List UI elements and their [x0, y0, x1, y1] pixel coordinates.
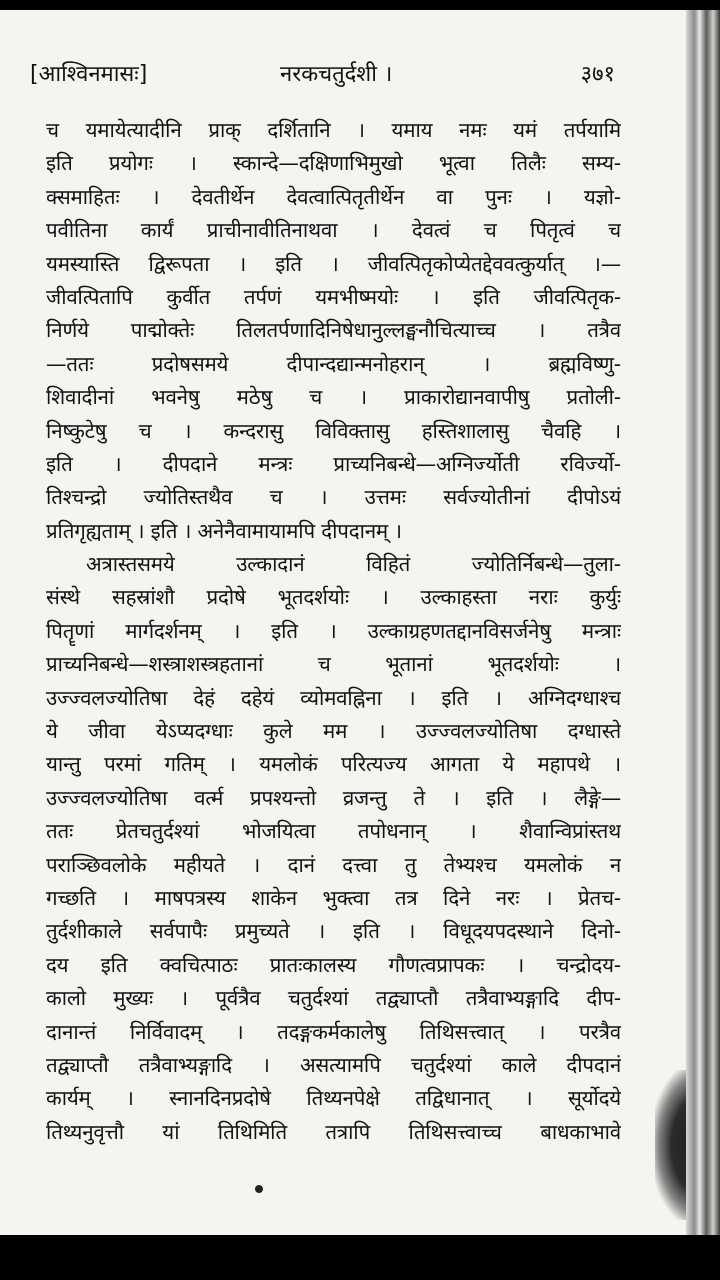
text-line: प्राच्यनिबन्धे—शस्त्राशस्त्रहतानां च भूतानां भूतदर्शयोः । [46, 652, 621, 677]
book-spine-edge [686, 10, 720, 1235]
book-page [0, 10, 700, 1235]
text-line: तिथ्यनुवृत्तौ यां तिथिमिति तत्रापि तिथिसत्त्वाच्च बाधकाभावे [46, 1119, 621, 1144]
text-line: ततः प्रेतचतुर्दश्यां भोजयित्वा तपोधनान् । शैवान्विप्रांस्तथ [46, 819, 621, 844]
text-line: अत्रास्तसमये उल्कादानं विहितं ज्योतिर्निबन्धे—तुला- [86, 552, 621, 577]
text-line: ये जीवा येऽप्यदग्धाः कुले मम । उज्ज्वलज्योतिषा दग्धास्ते [46, 719, 621, 744]
page-header [30, 58, 615, 98]
text-line: यान्तु परमां गतिम् । यमलोकं परित्यज्य आगता ये महापथे । [46, 752, 621, 777]
text-line: पवीतिना कार्यं प्राचीनावीतिनाथवा । देवत्वं च पितृत्वं च [46, 218, 621, 243]
header-chapter-title: नरकचतुर्दशी । [280, 62, 393, 87]
text-line: संस्थे सहस्रांशौ प्रदोषे भूतदर्शयोः । उल्काहस्ता नराः कुर्युः [46, 585, 621, 610]
text-line: तद्व्याप्तौ तत्रैवाभ्यङ्गादि । असत्यामपि चतुर्दश्यां काले दीपदानं [46, 1052, 621, 1077]
text-line: दानान्तं निर्विवादम् । तदङ्गकर्मकालेषु तिथिसत्त्वात् । परत्रैव [46, 1019, 621, 1044]
text-line: इति । दीपदाने मन्त्रः प्राच्यनिबन्धे—अग्निर्ज्योती रविर्ज्यो- [46, 451, 621, 476]
page-body-text [46, 114, 621, 1149]
header-month-title: [आश्विनमासः] [30, 62, 148, 87]
text-line: उज्ज्वलज्योतिषा वर्त्म प्रपश्यन्तो व्रजन्तु ते । इति । लैङ्गे— [46, 785, 621, 810]
text-line: क्समाहितः । देवतीर्थेन देवत्वात्पितृतीर्थेन वा पुनः । यज्ञो- [46, 184, 621, 209]
text-line: निर्णये पाद्मोक्तेः तिलतर्पणादिनिषेधानुल्लङ्घनौचित्याच्च । तत्रैव [46, 318, 621, 343]
text-line: पितॄणां मार्गदर्शनम् । इति । उल्काग्रहणतद्दानविसर्जनेषु मन्त्राः [46, 618, 621, 643]
text-line: पराञ्छिवलोके महीयते । दानं दत्त्वा तु तेभ्यश्च यमलोकं न [46, 852, 621, 877]
ink-dot [255, 1185, 263, 1193]
text-line: उज्ज्वलज्योतिषा देहं दहेयं व्योमवह्निना । इति । अग्निदग्धाश्च [46, 685, 621, 710]
text-line: शिवादीनां भवनेषु मठेषु च । प्राकारोद्यानवापीषु प्रतोली- [46, 385, 621, 410]
text-line: दय इति क्वचित्पाठः प्रातःकालस्य गौणत्वप्रापकः । चन्द्रोदय- [46, 952, 621, 977]
text-line: तिश्चन्द्रो ज्योतिस्तथैव च । उत्तमः सर्वज्योतीनां दीपोऽयं [46, 485, 621, 510]
text-line: तुर्दशीकाले सर्वपापैः प्रमुच्यते । इति । विधूदयपदस्थाने दिनो- [46, 919, 621, 944]
text-line: यमस्यास्ति द्विरूपता । इति । जीवत्पितृकोप्येतद्देववत्कुर्यात् ।— [46, 251, 621, 276]
text-line: कालो मुख्यः । पूर्वत्रैव चतुर्दश्यां तद्व्याप्तौ तत्रैवाभ्यङ्गादि दीप- [46, 986, 621, 1011]
bottom-black-border [0, 1235, 720, 1280]
top-black-border [0, 0, 720, 10]
text-line: जीवत्पितापि कुर्वीत तर्पणं यमभीष्मयोः । इति जीवत्पितृक- [46, 284, 621, 309]
text-line: गच्छति । माषपत्रस्य शाकेन भुक्त्वा तत्र दिने नरः । प्रेतच- [46, 885, 621, 910]
text-line: —ततः प्रदोषसमये दीपान्दद्यान्मनोहरान् । ब्रह्मविष्णु- [46, 351, 621, 376]
page-number: ३७१ [580, 62, 615, 87]
text-line: च यमायेत्यादीनि प्राक् दर्शितानि । यमाय नमः यमं तर्पयामि [46, 118, 621, 142]
text-line: कार्यम् । स्नानदिनप्रदोषे तिथ्यनपेक्षे तद्विधानात् । सूर्योदये [46, 1086, 621, 1111]
text-line: इति प्रयोगः । स्कान्दे—दक्षिणाभिमुखो भूत्वा तिलैः सम्य- [46, 151, 621, 176]
text-line: निष्कुटेषु च । कन्दरासु विविक्तासु हस्तिशालासु चैवहि । [46, 418, 621, 443]
text-line: प्रतिगृह्यताम् । इति । अनेनैवामायामपि दीपदानम् । [46, 518, 402, 543]
